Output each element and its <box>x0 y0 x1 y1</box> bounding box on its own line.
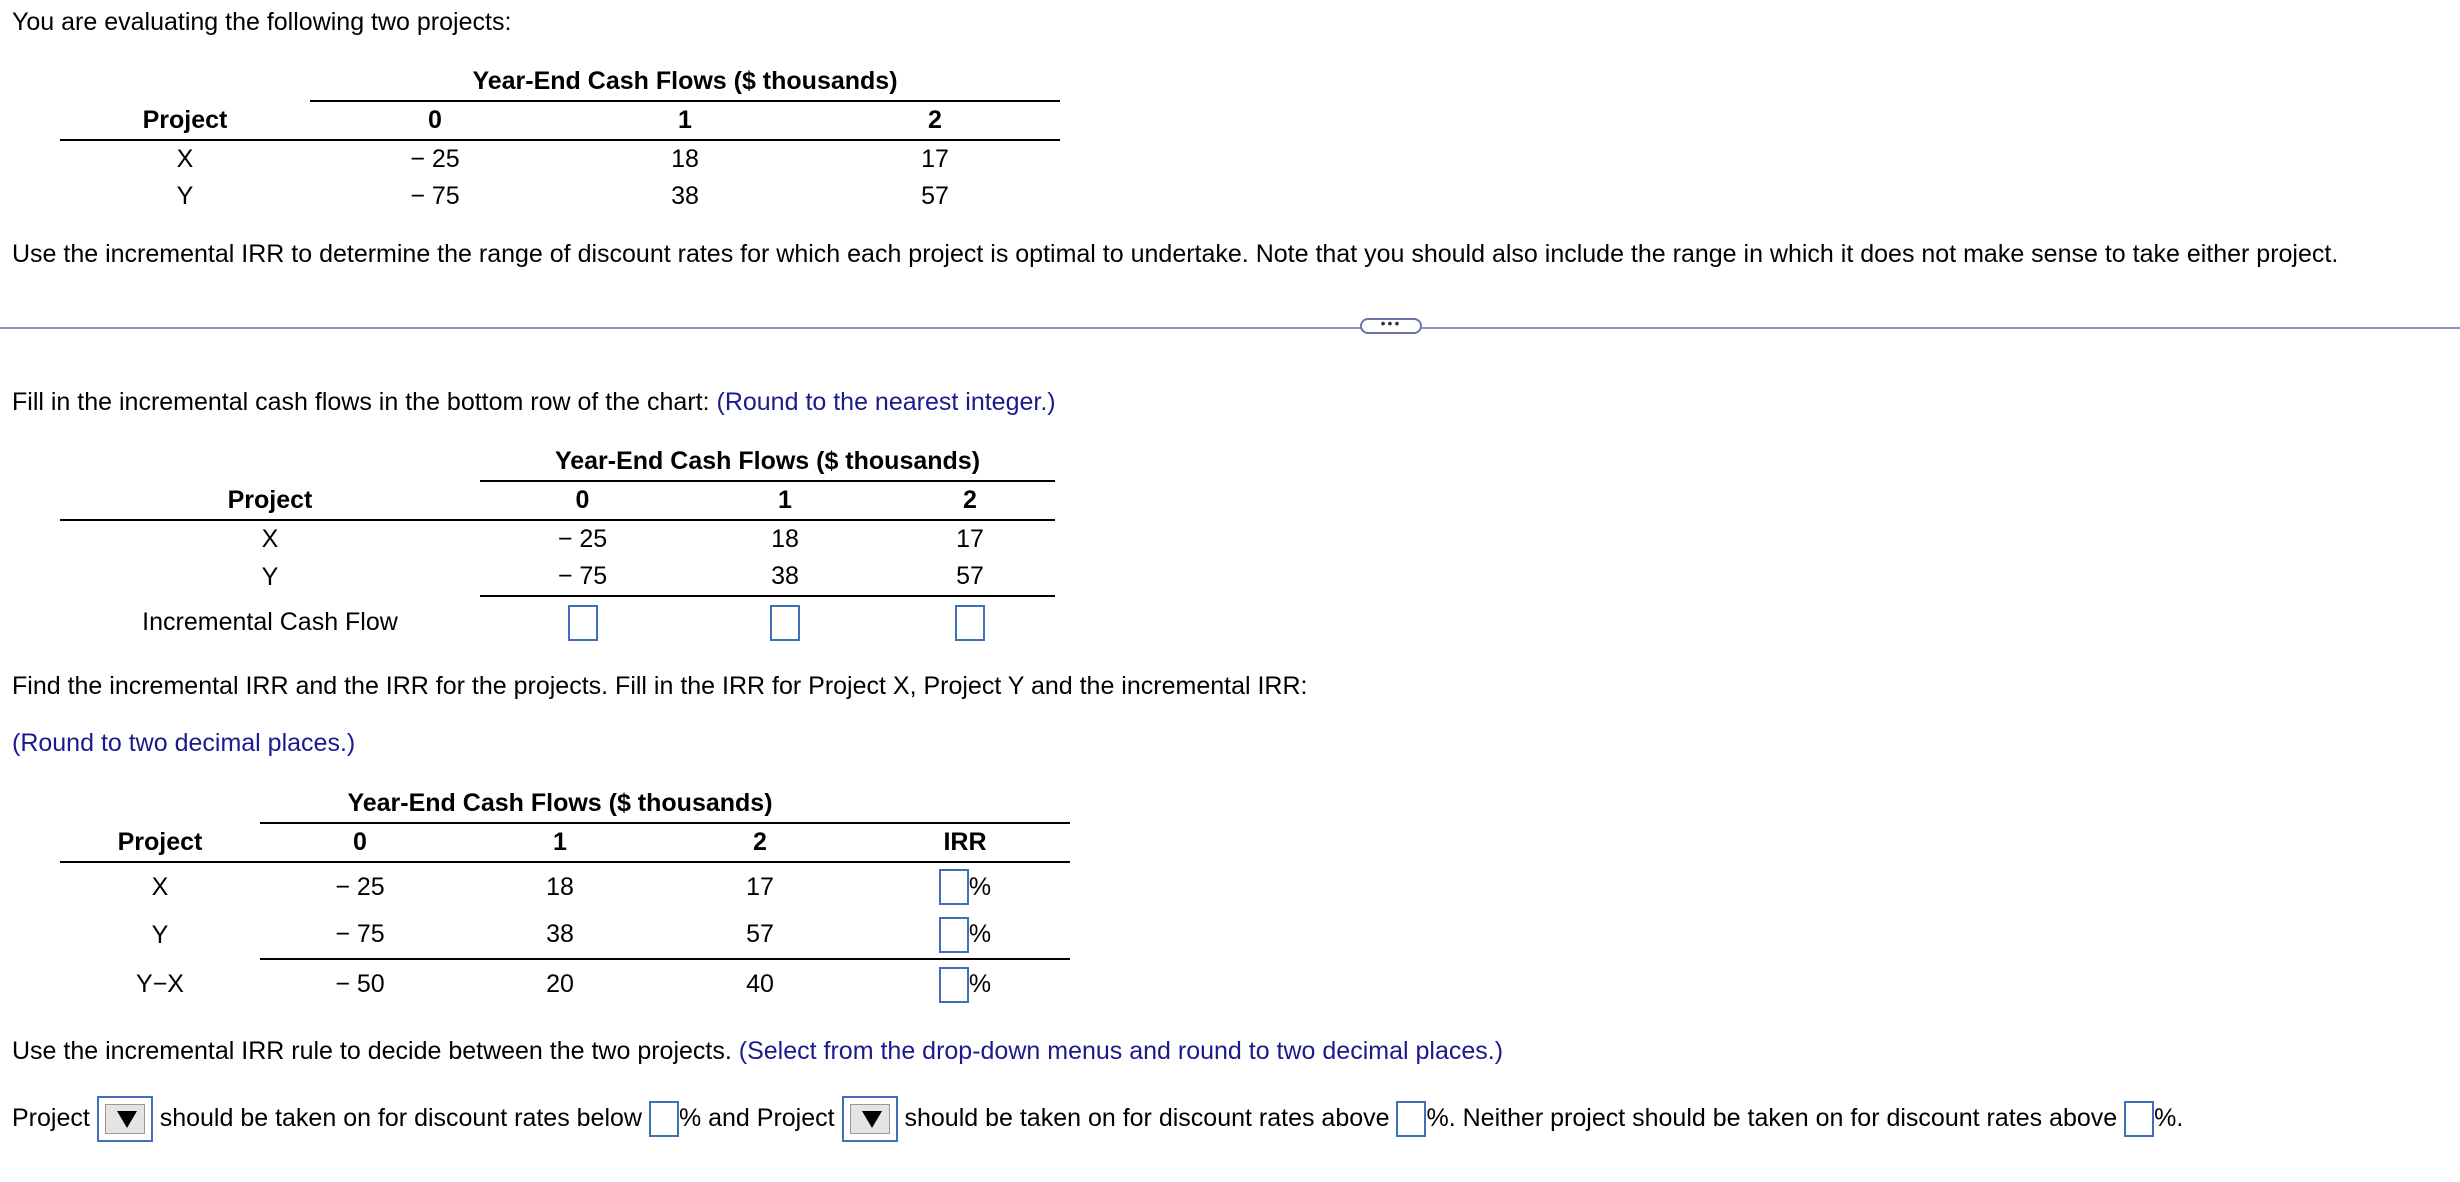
intro-text: You are evaluating the following two projects: <box>12 8 512 36</box>
cash-flow-table <box>60 63 1060 215</box>
project-name: Y <box>176 182 194 210</box>
incremental-cf-input-0[interactable] <box>568 605 598 641</box>
end-text: %. <box>2154 1104 2184 1132</box>
year-header: 1 <box>560 101 810 140</box>
project-name: Y <box>261 562 279 591</box>
project-header: Project <box>60 481 480 520</box>
year-header: 1 <box>685 481 885 520</box>
question-text: Use the incremental IRR to determine the range of discount rates for which each project is optimal to undertake. Note that you should also include the range in which it does not make sense to take either project. <box>12 240 2339 268</box>
cash-flow-cell: − 75 <box>260 911 460 959</box>
cash-flow-cell: − 75 <box>410 182 460 210</box>
table-row <box>60 911 1070 959</box>
percent-sign: % <box>968 970 992 998</box>
more-button[interactable]: ••• <box>1360 318 1422 334</box>
project-name: Y−X <box>136 969 184 998</box>
irr-incremental-input[interactable] <box>939 967 969 1003</box>
year-header: 0 <box>260 823 460 862</box>
table-header: Year-End Cash Flows ($ thousands) <box>480 443 1055 481</box>
below-text: should be taken on for discount rates below <box>159 1104 642 1132</box>
cash-flow-cell: 57 <box>885 558 1055 596</box>
year-header: 0 <box>310 101 560 140</box>
table-header: Year-End Cash Flows ($ thousands) <box>260 785 860 823</box>
part2-instruction: Find the incremental IRR and the IRR for the projects. Fill in the IRR for Project X, Project Y and the incremental IRR: <box>12 672 1308 700</box>
cash-flow-cell: 18 <box>771 525 799 553</box>
incremental-label: Incremental Cash Flow <box>142 608 398 636</box>
project-name: Y <box>151 920 169 949</box>
neither-text: %. Neither project should be taken on for discount rates above <box>1426 1104 2118 1132</box>
rate-neither-input[interactable] <box>2124 1101 2154 1137</box>
project-label: Project <box>12 1104 90 1132</box>
year-header: 2 <box>810 101 1060 140</box>
cash-flow-cell: 38 <box>685 558 885 596</box>
above-text: should be taken on for discount rates above <box>904 1104 1390 1132</box>
rate-above-input[interactable] <box>1396 1101 1426 1137</box>
cash-flow-cell: 20 <box>546 970 574 998</box>
project-dropdown-1[interactable] <box>97 1096 153 1142</box>
table-row <box>60 178 1060 215</box>
chevron-down-icon <box>862 1111 882 1128</box>
project-name: X <box>151 872 169 901</box>
part2-hint: (Round to two decimal places.) <box>12 729 356 757</box>
irr-x-input[interactable] <box>939 869 969 905</box>
table-row <box>60 558 1055 596</box>
and-project-text: % and Project <box>678 1104 835 1132</box>
year-header: 2 <box>660 823 860 862</box>
part1-hint: (Round to the nearest integer.) <box>716 388 1056 416</box>
project-header: Project <box>60 101 310 140</box>
cash-flow-cell: 17 <box>921 145 949 173</box>
project-header: Project <box>60 823 260 862</box>
cash-flow-cell: 18 <box>546 872 574 901</box>
table-row <box>60 520 1055 558</box>
irr-table <box>60 785 1070 1009</box>
part1-instruction <box>12 388 1056 417</box>
year-header: 1 <box>460 823 660 862</box>
cash-flow-cell: 38 <box>460 911 660 959</box>
cash-flow-cell: 17 <box>956 525 984 553</box>
part3-instruction <box>12 1037 1503 1066</box>
cash-flow-cell: 57 <box>921 182 949 210</box>
table-row <box>60 596 1055 649</box>
cash-flow-cell: − 25 <box>557 525 608 553</box>
table-row <box>60 140 1060 178</box>
incremental-cf-input-1[interactable] <box>770 605 800 641</box>
project-name: X <box>176 145 194 173</box>
year-header: 2 <box>885 481 1055 520</box>
cash-flow-cell: − 75 <box>480 558 685 596</box>
cash-flow-cell: − 25 <box>335 872 385 901</box>
irr-header: IRR <box>860 823 1070 862</box>
incremental-cf-input-2[interactable] <box>955 605 985 641</box>
section-divider <box>0 327 2460 329</box>
table-header: Year-End Cash Flows ($ thousands) <box>310 63 1060 101</box>
percent-sign: % <box>968 872 992 901</box>
cash-flow-cell: 18 <box>671 145 699 173</box>
part3-instruction-text: Use the incremental IRR rule to decide between the two projects. <box>12 1037 732 1065</box>
cash-flow-cell: − 50 <box>335 970 385 998</box>
part1-instruction-text: Fill in the incremental cash flows in the bottom row of the chart: <box>12 388 710 416</box>
part3-hint: (Select from the drop-down menus and round to two decimal places.) <box>738 1037 1504 1065</box>
cash-flow-cell: 40 <box>746 970 774 998</box>
project-dropdown-2[interactable] <box>842 1096 898 1142</box>
irr-y-input[interactable] <box>939 917 969 953</box>
table-row <box>60 959 1070 1009</box>
cash-flow-cell: 57 <box>660 911 860 959</box>
rate-below-input[interactable] <box>649 1101 679 1137</box>
cash-flow-cell: 17 <box>746 872 774 901</box>
percent-sign: % <box>968 920 992 948</box>
project-name: X <box>261 525 279 553</box>
table-row <box>60 862 1070 911</box>
chevron-down-icon <box>117 1111 137 1128</box>
year-header: 0 <box>480 481 685 520</box>
incremental-cash-flow-table <box>60 443 1055 649</box>
cash-flow-cell: 38 <box>671 182 699 210</box>
cash-flow-cell: − 25 <box>410 145 460 173</box>
decision-sentence <box>12 1095 2183 1142</box>
